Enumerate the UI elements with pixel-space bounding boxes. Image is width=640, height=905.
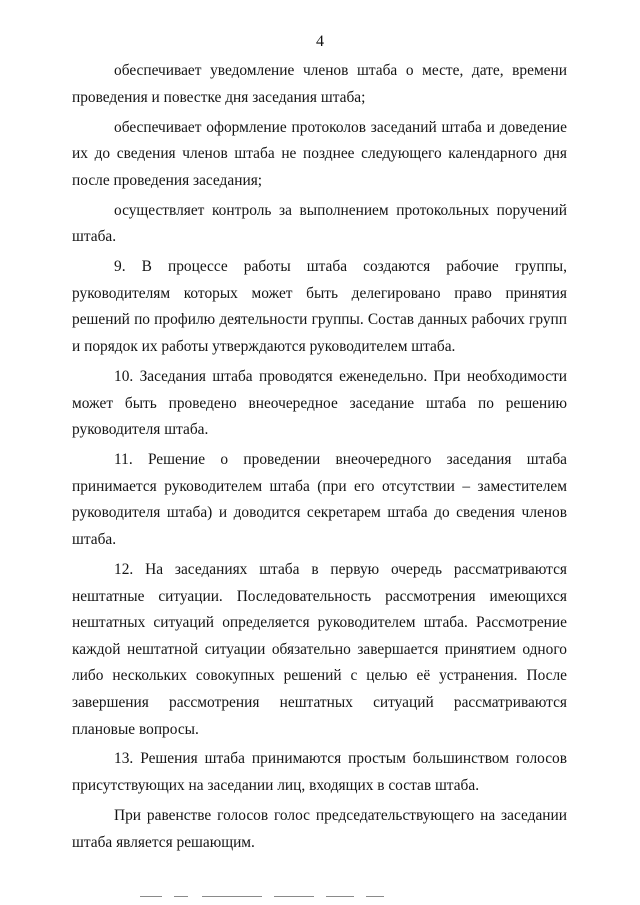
- document-body: [72, 58, 567, 860]
- paragraph-item-11: 11. Решение о проведении внеочередного заседания штаба принимается руководителем штаба (при его отсутствии – заместителем руководителя штаба) и доводится секретарем штаба до сведения членов штаба.: [72, 451, 567, 548]
- paragraph-protocols: обеспечивает оформление протоколов заседаний штаба и доведение их до сведения членов штаба не позднее следующего календарного дня после проведения заседания;: [72, 118, 567, 189]
- page-number: 4: [316, 33, 324, 50]
- paragraph-control: осуществляет контроль за выполнением протокольных поручений штаба.: [72, 201, 567, 246]
- scan-artifact-marks: [140, 896, 540, 900]
- paragraph-item-9: 9. В процессе работы штаба создаются рабочие группы, руководителям которых может быть делегировано право принятия решений по профилю деятельности группы. Состав данных рабочих групп и порядок их работы утверждаются руководителем штаба.: [72, 258, 567, 356]
- paragraph-item-13: 13. Решения штаба принимаются простым большинством голосов присутствующих на заседании лиц, входящих в состав штаба.: [72, 750, 567, 795]
- paragraph-notify-members: обеспечивает уведомление членов штаба о месте, дате, времени проведения и повестке дня заседания штаба;: [72, 62, 567, 106]
- paragraph-tie-vote: При равенстве голосов голос председательствующего на заседании штаба является решающим.: [72, 807, 567, 851]
- paragraph-item-10: 10. Заседания штаба проводятся еженедельно. При необходимости может быть проведено внеочередное заседание штаба по решению руководителя штаба.: [72, 368, 567, 439]
- paragraph-item-12: 12. На заседаниях штаба в первую очередь рассматриваются нештатные ситуации. Последовательность рассмотрения имеющихся нештатных ситуаций определяется руководителем штаба. Рассмотрение каждой нештатной ситуации обязательно завершается принятием одного либо нескольких совокупных решений с целью её устранения. После завершения рассмотрения нештатных ситуаций рассматриваются плановые вопросы.: [72, 560, 567, 738]
